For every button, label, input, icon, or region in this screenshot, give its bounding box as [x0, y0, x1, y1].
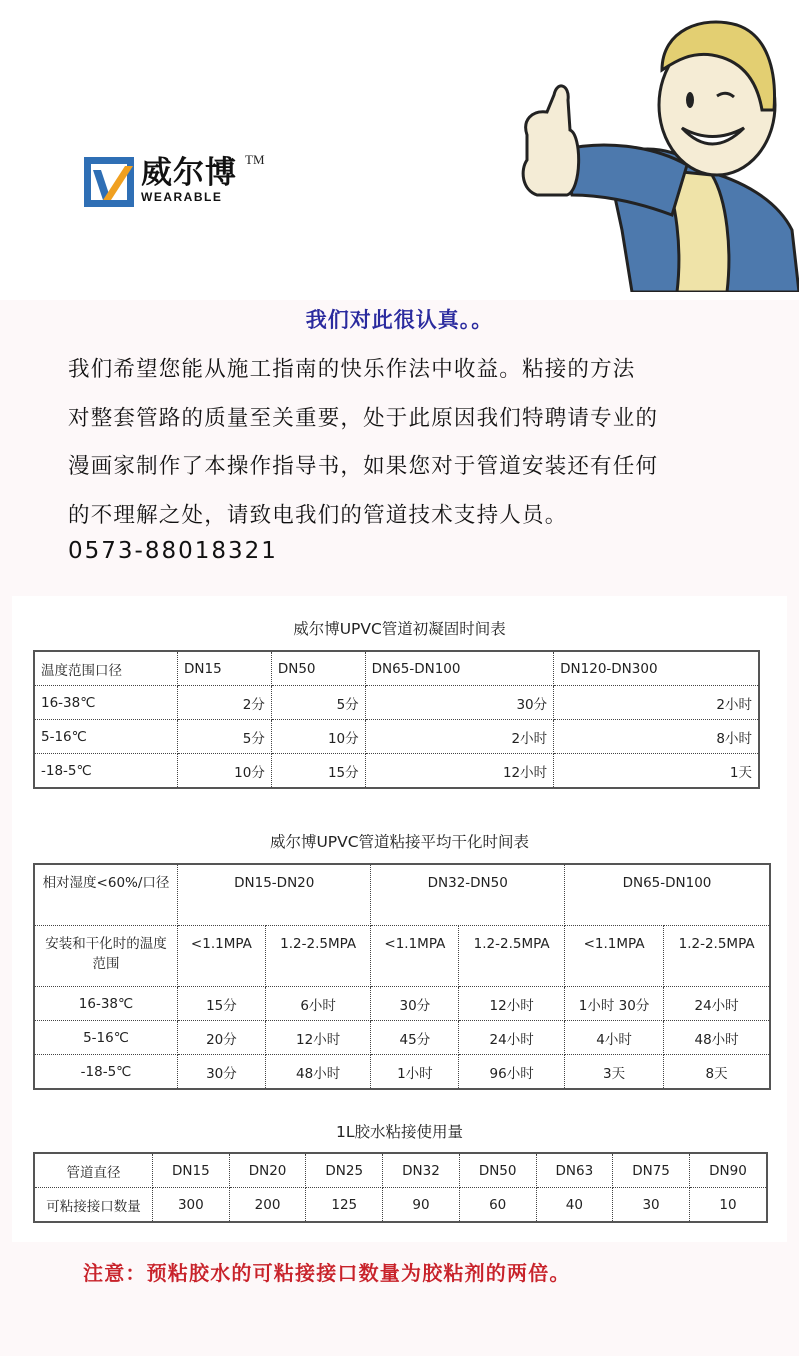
- table-cell: 200: [229, 1188, 306, 1223]
- header-cell: DN90: [689, 1153, 767, 1188]
- table-cell: 5分: [271, 686, 365, 720]
- table-cell: 8天: [664, 1055, 770, 1090]
- row-label: 5-16℃: [34, 720, 178, 754]
- header-cell: DN20: [229, 1153, 306, 1188]
- brand-name-en: WEARABLE: [141, 190, 223, 204]
- row-label: 16-38℃: [34, 987, 178, 1021]
- table-cell: 48小时: [265, 1055, 371, 1090]
- intro-line: 我们希望您能从施工指南的快乐作法中收益。粘接的方法: [68, 357, 636, 382]
- table-cell: 24小时: [459, 1021, 565, 1055]
- header-cell: DN32: [383, 1153, 460, 1188]
- table-cell: 15分: [271, 754, 365, 789]
- table-cell: 10分: [271, 720, 365, 754]
- warning-note: 注意：预粘胶水的可粘接接口数量为胶粘剂的两倍。: [83, 1261, 571, 1285]
- table-row: [34, 754, 759, 789]
- table-cell: 30分: [365, 686, 553, 720]
- table-cell: 15分: [178, 987, 266, 1021]
- table-cell: 2小时: [365, 720, 553, 754]
- table1-title: 威尔博UPVC管道初凝固时间表: [293, 620, 506, 638]
- header-area: [0, 0, 799, 300]
- table-row: [34, 720, 759, 754]
- header-cell: 温度范围口径: [34, 651, 178, 686]
- intro-line: 对整套管路的质量至关重要，处于此原因我们特聘请专业的: [68, 405, 659, 431]
- brand-logo: [83, 152, 273, 212]
- table-cell: 300: [153, 1188, 230, 1223]
- table-cell: 30: [613, 1188, 690, 1223]
- table-cell: 12小时: [365, 754, 553, 789]
- row-label: -18-5℃: [34, 754, 178, 789]
- table-cell: 4小时: [564, 1021, 663, 1055]
- header-cell: DN32-DN50: [371, 864, 564, 926]
- header-cell: 管道直径: [34, 1153, 153, 1188]
- table-cell: 40: [536, 1188, 613, 1223]
- table-cell: 5分: [178, 720, 272, 754]
- header-cell: DN15: [178, 651, 272, 686]
- header-cell: 相对湿度<60%/口径: [34, 864, 178, 926]
- header-cell: DN50: [459, 1153, 536, 1188]
- table-row: [34, 1055, 770, 1090]
- table3-title: 1L胶水粘接使用量: [336, 1123, 463, 1141]
- row-label: 5-16℃: [34, 1021, 178, 1055]
- row-label: -18-5℃: [34, 1055, 178, 1090]
- table-row: [34, 686, 759, 720]
- header-cell: DN50: [271, 651, 365, 686]
- header-cell: DN25: [306, 1153, 383, 1188]
- table-cell: 6小时: [265, 987, 371, 1021]
- row-label: 可粘接接口数量: [34, 1188, 153, 1223]
- initial-set-time-table: [33, 650, 760, 789]
- header-cell: DN65-DN100: [564, 864, 770, 926]
- table-cell: 125: [306, 1188, 383, 1223]
- header-cell: <1.1MPA: [564, 926, 663, 987]
- table-cell: 30分: [178, 1055, 266, 1090]
- header-cell: DN120-DN300: [554, 651, 759, 686]
- header-cell: <1.1MPA: [178, 926, 266, 987]
- trademark-symbol: TM: [245, 152, 265, 167]
- header-cell: DN15-DN20: [178, 864, 371, 926]
- table-cell: 96小时: [459, 1055, 565, 1090]
- intro-paragraph: [68, 346, 768, 540]
- table-cell: 60: [459, 1188, 536, 1223]
- table-cell: 10分: [178, 754, 272, 789]
- table-cell: 1小时: [371, 1055, 459, 1090]
- glue-usage-table: [33, 1152, 768, 1223]
- header-cell: DN63: [536, 1153, 613, 1188]
- header-cell: DN65-DN100: [365, 651, 553, 686]
- header-cell: DN75: [613, 1153, 690, 1188]
- table-cell: 8小时: [554, 720, 759, 754]
- header-cell: DN15: [153, 1153, 230, 1188]
- header-cell: 1.2-2.5MPA: [664, 926, 770, 987]
- slogan-heading: 我们对此很认真。。: [305, 308, 494, 332]
- thumbs-up-mascot-icon: [512, 0, 799, 292]
- table-cell: 1小时 30分: [564, 987, 663, 1021]
- table-header-row: [34, 926, 770, 987]
- table-cell: 24小时: [664, 987, 770, 1021]
- table-row: [34, 987, 770, 1021]
- table-cell: 3天: [564, 1055, 663, 1090]
- table-cell: 12小时: [265, 1021, 371, 1055]
- table-cell: 45分: [371, 1021, 459, 1055]
- table-header-row: [34, 1153, 767, 1188]
- table-cell: 30分: [371, 987, 459, 1021]
- header-cell: 1.2-2.5MPA: [265, 926, 371, 987]
- table-header-row: [34, 651, 759, 686]
- table-cell: 2小时: [554, 686, 759, 720]
- row-label: 16-38℃: [34, 686, 178, 720]
- table-cell: 2分: [178, 686, 272, 720]
- table-cell: 10: [689, 1188, 767, 1223]
- table2-title: 威尔博UPVC管道粘接平均干化时间表: [269, 833, 530, 851]
- table-cell: 12小时: [459, 987, 565, 1021]
- table-row: [34, 1188, 767, 1223]
- support-phone-number: 0573-88018321: [68, 538, 278, 564]
- table-cell: 20分: [178, 1021, 266, 1055]
- table-row: [34, 1021, 770, 1055]
- intro-line: 的不理解之处，请致电我们的管道技术支持人员。: [68, 502, 568, 528]
- header-cell: 安装和干化时的温度范围: [34, 926, 178, 987]
- table-cell: 90: [383, 1188, 460, 1223]
- table-cell: 1天: [554, 754, 759, 789]
- table-header-row: [34, 864, 770, 926]
- brand-name-cn: 威尔博: [141, 155, 237, 191]
- table-cell: 48小时: [664, 1021, 770, 1055]
- drying-time-table: [33, 863, 771, 1090]
- header-cell: <1.1MPA: [371, 926, 459, 987]
- intro-line: 漫画家制作了本操作指导书，如果您对于管道安装还有任何: [68, 454, 659, 479]
- wearable-logo-icon: [83, 156, 135, 208]
- header-cell: 1.2-2.5MPA: [459, 926, 565, 987]
